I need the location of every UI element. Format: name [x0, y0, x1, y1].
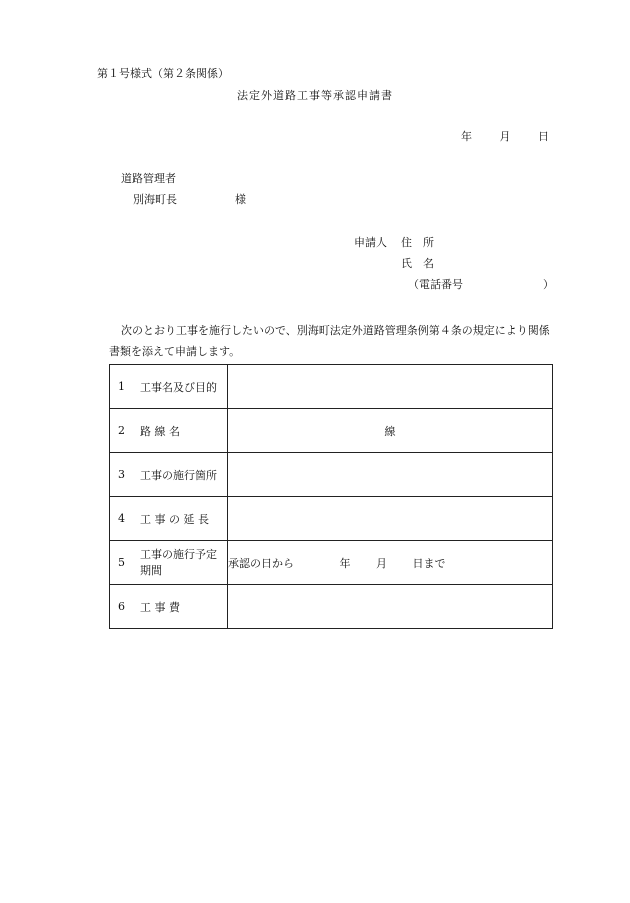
work-length-value[interactable]: [228, 497, 553, 541]
table-row: [110, 453, 553, 497]
row-label-cell: [110, 497, 228, 541]
row-label-cell: [110, 541, 228, 585]
row-label: 工事の施行予定期間: [140, 547, 217, 577]
row-number: 4: [118, 512, 125, 525]
work-period-value[interactable]: [228, 541, 553, 585]
label-char: 費: [169, 600, 180, 614]
addressee-honorific: 様: [235, 193, 246, 206]
row-number: 5: [118, 556, 125, 569]
row-label: 工事名及び目的: [140, 380, 217, 394]
table-row: [110, 585, 553, 629]
row-label-cell: [110, 409, 228, 453]
row-label-cell: [110, 365, 228, 409]
table-row: [110, 365, 553, 409]
body-text: 次のとおり工事を施行したいので、別海町法定外道路管理条例第４条の規定により関係書類を添えて申請します。: [109, 324, 550, 358]
name-label: 氏 名: [401, 257, 434, 270]
row-label: [140, 511, 216, 527]
row-number: 2: [118, 424, 125, 437]
addressee-line: [133, 193, 246, 207]
row-number: 3: [118, 468, 125, 481]
row-label: [140, 423, 216, 439]
application-table: [109, 364, 553, 629]
work-location-value[interactable]: [228, 453, 553, 497]
label-char: 路: [140, 424, 151, 438]
period-month: 月: [376, 556, 387, 570]
label-char: 名: [169, 424, 180, 438]
table-row: [110, 541, 553, 585]
label-char: 工: [140, 512, 151, 526]
route-name-value[interactable]: 線: [228, 409, 553, 453]
label-char: 長: [198, 512, 209, 526]
address-label: 住 所: [401, 236, 434, 249]
date-year: 年: [461, 130, 472, 143]
form-number: 第１号様式（第２条関係）: [97, 67, 229, 80]
table-row: [110, 497, 553, 541]
document-title: 法定外道路工事等承認申請書: [237, 89, 393, 102]
date-day: 日: [538, 130, 549, 143]
phone-label: （電話番号: [408, 278, 463, 291]
row-label: 工事の施行箇所: [140, 468, 217, 482]
work-cost-value[interactable]: [228, 585, 553, 629]
applicant-label: 申請人: [354, 236, 387, 249]
period-prefix: 承認の日から: [228, 556, 294, 570]
date-line: [461, 130, 549, 144]
label-char: 事: [154, 512, 166, 526]
label-char: 線: [154, 424, 166, 438]
label-char: 延: [183, 512, 195, 526]
phone-line: [408, 278, 554, 292]
addressee-title: 道路管理者: [121, 172, 176, 185]
period-day: 日まで: [412, 556, 446, 570]
work-name-purpose-value[interactable]: [228, 365, 553, 409]
date-month: 月: [499, 130, 511, 143]
row-label: [140, 599, 216, 615]
row-label-cell: [110, 453, 228, 497]
label-char: の: [169, 512, 180, 526]
period-year: 年: [339, 556, 351, 570]
label-char: 工: [140, 600, 151, 614]
table-row: [110, 409, 553, 453]
row-number: 1: [118, 380, 125, 393]
addressee-name: 別海町長: [133, 193, 177, 206]
phone-close: ）: [543, 278, 554, 291]
row-number: 6: [118, 600, 125, 613]
row-label-cell: [110, 585, 228, 629]
label-char: 事: [154, 600, 166, 614]
